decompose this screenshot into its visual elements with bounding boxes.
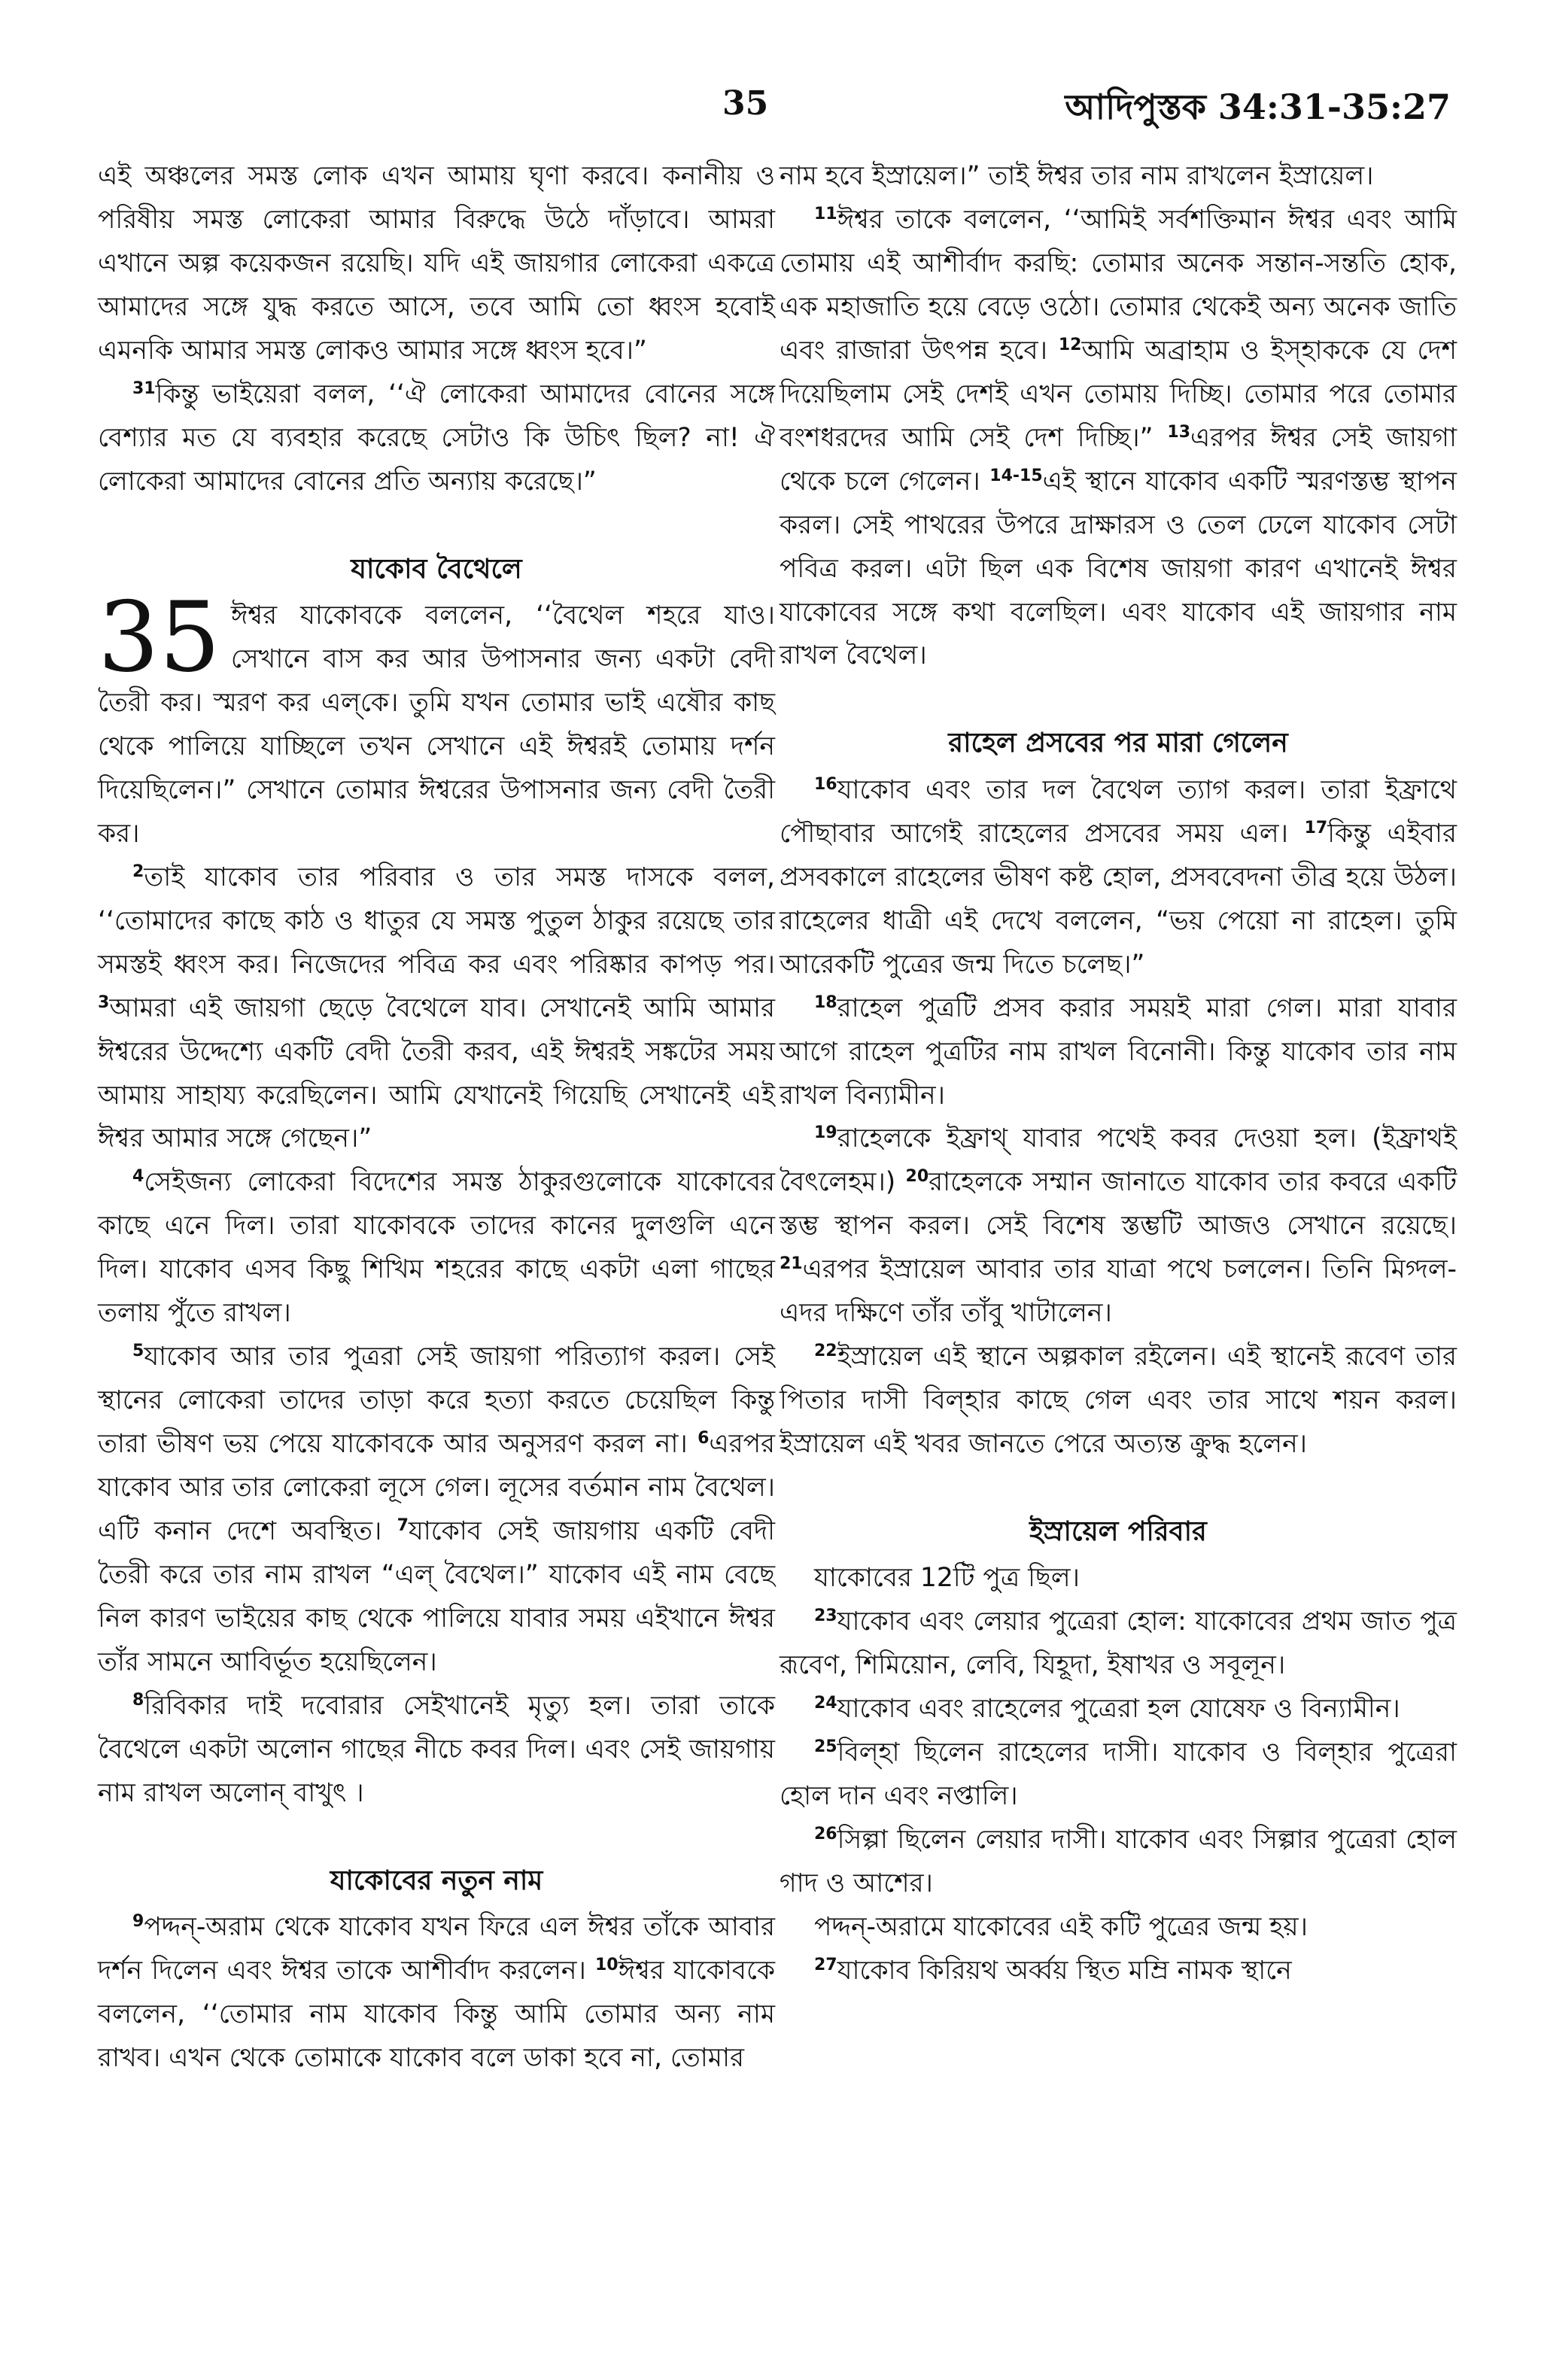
paragraph [780, 987, 1457, 1118]
verse-text: রিবিকার দাই দবোরার সেইখানেই মৃত্যু হল। তারা তাকে বৈথেলে একটা অলোন গাছের নীচে কবর দিল। এবং সেই জায়গায় নাম রাখল অলোন্ বাখুৎ । [98, 1690, 775, 1808]
paragraph [780, 1600, 1457, 1688]
page-header [0, 75, 1541, 135]
verse-text: যাকোব আর তার পুত্ররা সেই জায়গা পরিত্যাগ করল। সেই স্থানের লোকেরা তাদের তাড়া করে হত্যা করতে চেয়েছিল কিন্তু তারা ভীষণ ভয় পেয়ে যাকোবকে আর অনুসরণ করল না। [98, 1342, 775, 1460]
verse-number: 25 [814, 1737, 837, 1757]
section-heading: ইস্রায়েল পরিবার [1029, 1516, 1207, 1548]
verse-text: রাহেলকে সম্মান জানাতে যাকোব তার কবরে একটি স্তম্ভ স্থাপন করল। সেই বিশেষ স্তম্ভটি আজও সেখানে রয়েছে। [780, 1167, 1457, 1242]
paragraph [780, 1950, 1457, 1993]
paragraph [98, 373, 775, 504]
verse-text: এই অঞ্চলের সমস্ত লোক এখন আমায় ঘৃণা করবে। কনানীয় ও পরিষীয় সমস্ত লোকেরা আমার বিরুদ্ধে উঠে দাঁড়াবে। আমরা এখানে অল্প কয়েকজন রয়েছি। যদি এই জায়গার লোকেরা একত্রে আমাদের সঙ্গে যুদ্ধ করতে আসে, তবে আমি তো ধ্বংস হবোই এমনকি আমার সমস্ত লোকও আমার সঙ্গে ধ্বংস হবে।” [98, 161, 775, 366]
paragraph [780, 199, 1457, 678]
verse-text: এরপর যাকোব আর তার লোকেরা লূসে গেল। লূসের বর্তমান নাম বৈথেল। এটি কনান দেশে অবস্থিত। [98, 1429, 775, 1547]
paragraph [98, 1906, 775, 2081]
verse-number: 13 [1167, 422, 1191, 442]
paragraph [780, 1819, 1457, 1906]
verse-text: যাকোব সেই জায়গায় একটি বেদী তৈরী করে তার নাম রাখল “এল্ বৈথেল।” যাকোব এই নাম বেছে নিল কারণ ভাইয়ের কাছ থেকে পালিয়ে যাবার সময় এইখানে ঈশ্বর তাঁর সামনে আবির্ভূত হয়েছিলেন। [98, 1516, 776, 1677]
verse-number: 14-15 [989, 466, 1043, 485]
verse-text: আমি অব্রাহাম ও ইস্‌হাককে যে দেশ দিয়েছিলাম সেই দেশই এখন তোমায় দিচ্ছি। তোমার পরে তোমার বংশধরদের আমি সেই দেশ দিচ্ছি।” [780, 335, 1457, 453]
verse-number: 27 [814, 1956, 837, 1975]
verse-number: 24 [814, 1694, 837, 1713]
verse-number: 5 [132, 1342, 144, 1361]
section-heading: রাহেল প্রসবের পর মারা গেলেন [948, 728, 1288, 759]
paragraph [780, 1117, 1457, 1336]
verse-number: 16 [814, 774, 837, 794]
verse-number: 31 [132, 378, 156, 398]
verse-number: 19 [814, 1123, 837, 1143]
verse-text: সিল্পা ছিলেন লেয়ার দাসী। যাকোব এবং সিল্পার পুত্রেরা হোল গাদ ও আশের। [780, 1825, 1457, 1899]
verse-text: এরপর ঈশ্বর সেই জায়গা থেকে চলে গেলেন। [780, 422, 1457, 497]
verse-number: 12 [1058, 335, 1082, 354]
verse-text: ইস্রায়েল এই স্থানে অল্পকাল রইলেন। এই স্থানেই রূবেণ তার পিতার দাসী বিল্‌হার কাছে গেল এবং তার সাথে শয়ন করল। ইস্রায়েল এই খবর জানতে পেরে অত্যন্ত ক্রুদ্ধ হলেন। [780, 1342, 1457, 1460]
verse-number: 21 [780, 1254, 803, 1274]
left-column [98, 155, 775, 2081]
paragraph [780, 155, 1457, 199]
page-number: 35 [722, 84, 769, 123]
paragraph [98, 582, 775, 856]
section-heading: যাকোব বৈথেলে [351, 553, 522, 585]
verse-number: 7 [397, 1516, 409, 1536]
verse-number: 18 [814, 992, 837, 1012]
verse-text: ঈশ্বর তাকে বললেন, ‘‘আমিই সর্বশক্তিমান ঈশ্বর এবং আমি তোমায় এই আশীর্বাদ করছি: তোমার অনেক সন্তান-সন্ততি হোক, এক মহাজাতি হয়ে বেড়ে ওঠো। তোমার থেকেই অন্য অনেক জাতি এবং রাজারা উৎপন্ন হবে। [780, 204, 1457, 366]
paragraph [98, 1161, 775, 1336]
verse-text: যাকোব এবং তার দল বৈথেল ত্যাগ করল। তারা ইফ্রাথে পৌছাবার আগেই রাহেলের প্রসবের সময় এল। [780, 774, 1457, 849]
verse-number: 9 [132, 1912, 144, 1932]
paragraph [780, 1731, 1457, 1819]
right-column [780, 155, 1457, 1993]
paragraph [780, 1688, 1457, 1731]
verse-text: পদ্দন্-অরাম থেকে যাকোব যখন ফিরে এল ঈশ্বর তাঁকে আবার দর্শন দিলেন এবং ঈশ্বর তাকে আশীর্বাদ করলেন। [98, 1912, 775, 1986]
verse-text: রাহেল পুত্রটি প্রসব করার সময়ই মারা গেল। মারা যাবার আগে রাহেল পুত্রটির নাম রাখল বিনোনী। কিন্তু যাকোব তার নাম রাখল বিন্যামীন। [780, 992, 1457, 1111]
verse-text: যাকোব এবং লেয়ার পুত্রেরা হোল: যাকোবের প্রথম জাত পুত্র রূবেণ, শিমিয়োন, লেবি, যিহূদা, ইষাখর ও সবূলূন। [780, 1606, 1457, 1681]
verse-number: 26 [814, 1825, 837, 1844]
verse-number: 17 [1304, 818, 1328, 837]
verse-number: 11 [814, 204, 837, 223]
verse-text: যাকোবের 12টি পুত্র ছিল। [814, 1563, 1080, 1594]
verse-text: নাম হবে ইস্রায়েল।” তাই ঈশ্বর তার নাম রাখলেন ইস্রায়েল। [780, 161, 1374, 191]
verse-text: কিন্তু ভাইয়েরা বলল, ‘‘ঐ লোকেরা আমাদের বোনের সঙ্গে বেশ্যার মত যে ব্যবহার করেছে সেটাও কি উচিৎ ছিল? না! ঐ লোকেরা আমাদের বোনের প্রতি অন্যায় করেছে।” [98, 378, 775, 497]
verse-text: সেইজন্য লোকেরা বিদেশের সমস্ত ঠাকুরগুলোকে যাকোবের কাছে এনে দিল। তারা যাকোবকে তাদের কানের দুলগুলি এনে দিল। যাকোব এসব কিছু শিখিম শহরের কাছে একটা এলা গাছের তলায় পুঁতে রাখল। [98, 1167, 775, 1329]
verse-text: বিল্‌হা ছিলেন রাহেলের দাসী। যাকোব ও বিল্‌হার পুত্রেরা হোল দান এবং নপ্তালি। [780, 1737, 1457, 1812]
paragraph [98, 1336, 775, 1685]
paragraph [780, 1336, 1457, 1467]
verse-text: ঈশ্বর যাকোবকে বললেন, ‘‘তোমার নাম যাকোব কিন্তু আমি তোমার অন্য নাম রাখব। এখন থেকে তোমাকে যাকোব বলে ডাকা হবে না, তোমার [98, 1956, 775, 2073]
section-heading: যাকোবের নতুন নাম [330, 1865, 543, 1896]
verse-text: এই স্থানে যাকোব একটি স্মরণস্তম্ভ স্থাপন করল। সেই পাথরের উপরে দ্রাক্ষারস ও তেল ঢেলে যাকোব সেটা পবিত্র করল। এটা ছিল এক বিশেষ জায়গা কারণ এখানেই ঈশ্বর যাকোবের সঙ্গে কথা বলেছিল। এবং যাকোব এই জায়গার নাম রাখল বৈথেল। [780, 466, 1457, 671]
verse-text: পদ্দন্-অরামে যাকোবের এই কটি পুত্রের জন্ম হয়। [814, 1912, 1308, 1943]
verse-text: কিন্তু এইবার প্রসবকালে রাহেলের ভীষণ কষ্ট হোল, প্রসববেদনা তীব্র হয়ে উঠল। রাহেলের ধাত্রী এই দেখে বললেন, “ভয় পেয়ো না রাহেল। তুমি আরেকটি পুত্রের জন্ম দিতে চলেছ।” [780, 818, 1457, 980]
paragraph [98, 155, 775, 373]
verse-number: 10 [594, 1956, 619, 1975]
paragraph [780, 1557, 1457, 1600]
verse-text: রাহেলকে ইফ্রাথ্ যাবার পথেই কবর দেওয়া হল। (ইফ্রাথই বৈৎলেহম।) [780, 1123, 1457, 1198]
chapter-number: 35 [98, 582, 220, 695]
paragraph [780, 1906, 1457, 1950]
verse-number: 20 [905, 1167, 929, 1187]
verse-number: 23 [814, 1606, 837, 1626]
verse-text: এরপর ইস্রায়েল আবার তার যাত্রা পথে চললেন। তিনি মিগ্দল-এদর দক্ষিণে তাঁর তাঁবু খাটালেন। [780, 1254, 1457, 1329]
verse-number: 6 [698, 1429, 710, 1448]
verse-text: ঈশ্বর যাকোবকে বললেন, ‘‘বৈথেল শহরে যাও। সেখানে বাস কর আর উপাসনার জন্য একটা বেদী তৈরী কর। স্মরণ কর এল্‌কে। তুমি যখন তোমার ভাই এষৌর কাছ থেকে পালিয়ে যাচ্ছিলে তখন সেখানে এই ঈশ্বরই তোমায় দর্শন দিয়েছিলেন।” সেখানে তোমার ঈশ্বরের উপাসনার জন্য বেদী তৈরী কর। [98, 600, 775, 849]
verse-number: 22 [814, 1342, 837, 1361]
paragraph [98, 1685, 775, 1816]
verse-text: আমরা এই জায়গা ছেড়ে বৈথেলে যাব। সেখানেই আমি আমার ঈশ্বরের উদ্দেশ্যে একটি বেদী তৈরী করব, এই ঈশ্বরই সঙ্কটের সময় আমায় সাহায্য করেছিলেন। আমি যেখানেই গিয়েছি সেখানেই এই ঈশ্বর আমার সঙ্গে গেছেন।” [98, 992, 775, 1154]
verse-text: যাকোব কিরিয়থ অর্ব্বয় স্থিত মম্রি নামক স্থানে [837, 1956, 1292, 1986]
verse-number: 3 [98, 992, 110, 1012]
running-head: আদিপুস্তক 34:31-35:27 [1065, 87, 1451, 127]
verse-number: 2 [132, 862, 144, 881]
verse-number: 8 [132, 1690, 144, 1710]
verse-number: 4 [132, 1167, 144, 1187]
verse-text: তাই যাকোব তার পরিবার ও তার সমস্ত দাসকে বলল, ‘‘তোমাদের কাছে কাঠ ও ধাতুর যে সমস্ত পুতুল ঠাকুর রয়েছে তার সমস্তই ধ্বংস কর। নিজেদের পবিত্র কর এবং পরিষ্কার কাপড় পর। [98, 862, 775, 980]
paragraph [98, 856, 775, 1162]
paragraph [780, 769, 1457, 987]
verse-text: যাকোব এবং রাহেলের পুত্রেরা হল যোষেফ ও বিন্যামীন। [837, 1694, 1400, 1725]
